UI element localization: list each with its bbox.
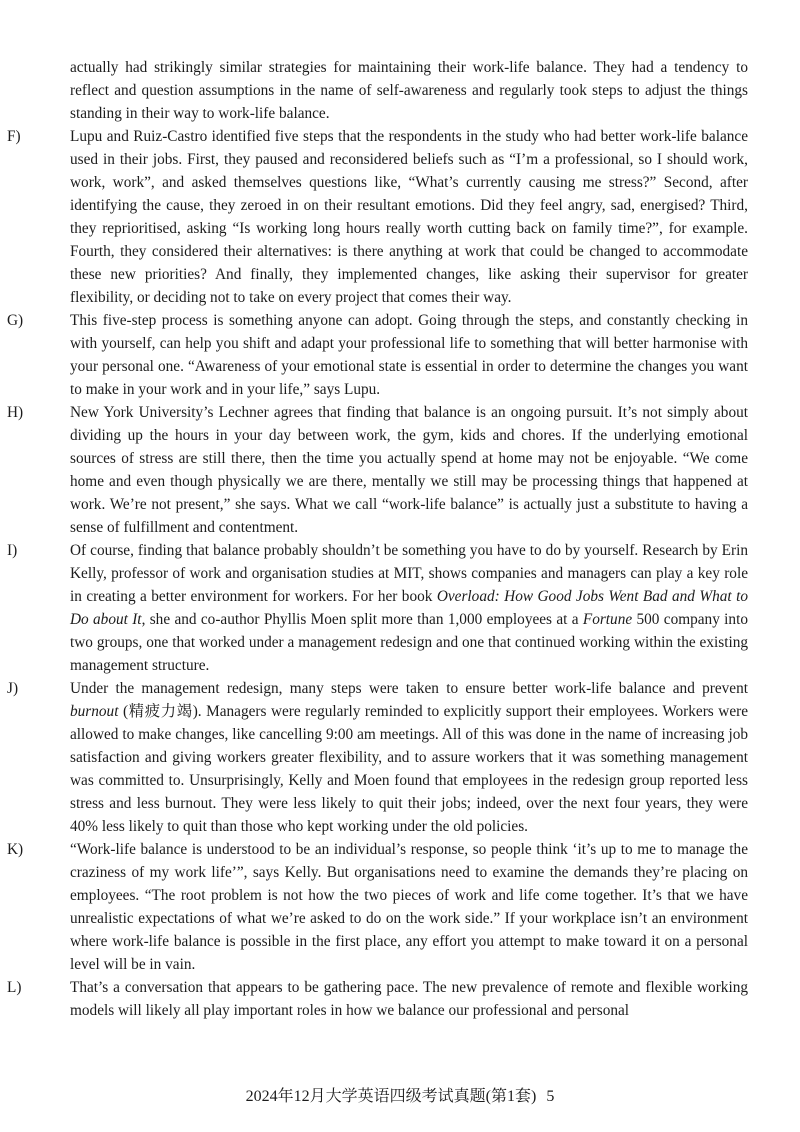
paragraph-label: I) — [7, 542, 18, 559]
paragraph-i — [7, 539, 748, 677]
paragraph-text — [70, 677, 748, 838]
paragraph-text — [70, 539, 748, 677]
book-title: Overload: How Good Jobs Went Bad and What to Do about It — [70, 588, 748, 628]
text-segment: Of course, finding that balance probably shouldn’t be something you have to do by yourself. Research by Erin Kelly, professor of work and organisation studies at MIT, shows companies and managers can play a key role in creating a better environment for workers. For her book — [70, 542, 748, 605]
paragraph-j — [7, 677, 748, 838]
glossed-term: burnout — [70, 703, 119, 720]
paragraph-text: New York University’s Lechner agrees that finding that balance is an ongoing pursuit. It’s not simply about dividing up the hours in your day between work, the gym, kids and chores. If the underlying emotional sources of stress are still there, then the time you actually spend at home may not be enjoyable. “We come home and even though physically we are there, mentally we still may be processing things that happened at work. We’re not present,” she says. What we call “work-life balance” is actually just a substitute to having a sense of fulfillment and contentment. — [70, 404, 748, 536]
paragraph-label: G) — [7, 312, 24, 329]
text-segment: (精疲力竭). Managers were regularly reminded to explicitly support their employees. Workers were allowed to make changes, like cancelling 9:00 am meetings. All of this was done in the name of increasing job satisfaction and giving workers greater flexibility, and to assure workers that it was something management was committed to. Unsurprisingly, Kelly and Moen found that employees in the redesign group reported less stress and less burnout. They were less likely to quit their jobs; indeed, over the next four years, they were 40% less likely to quit than those who kept working under the old policies. — [70, 703, 748, 835]
paragraph-label: J) — [7, 680, 19, 697]
paragraph-text: Lupu and Ruiz-Castro identified five steps that the respondents in the study who had better work-life balance used in their jobs. First, they paused and reconsidered beliefs such as “I’m a professional, so I should work, work, work”, and asked themselves questions like, “What’s currently causing me stress?” Second, after identifying the cause, they zeroed in on their resultant emotions. Did they feel angry, sad, energised? Third, they reprioritised, asking “Is working long hours really worth cutting back on family time?”, for example. Fourth, they considered their alternatives: is there anything at work that could be changed to accommodate these new priorities? And finally, they implemented changes, like asking their supervisor for greater flexibility, or deciding not to take on every project that comes their way. — [70, 128, 748, 306]
paragraph-text: “Work-life balance is understood to be an individual’s response, so people think ‘it’s up to me to manage the craziness of my work life’”, says Kelly. But organisations need to examine the demands they’re placing on employees. “The root problem is not how the two pieces of work and life come together. It’s that we have unrealistic expectations of what we’re asked to do on the work side.” If your workplace isn’t an environment where work-life balance is possible in the first place, any effort you attempt to make toward it on a personal level will be in vain. — [70, 841, 748, 973]
paragraph-text: This five-step process is something anyone can adopt. Going through the steps, and constantly checking in with yourself, can help you shift and adapt your professional life to something that will better harmonise with your personal one. “Awareness of your emotional state is essential in order to determine the changes you want to make in your work and in your life,” says Lupu. — [70, 312, 748, 398]
page-number: 5 — [546, 1088, 555, 1105]
paragraph-text: That’s a conversation that appears to be gathering pace. The new prevalence of remote and flexible working models will likely all play important roles in how we balance our professional and personal — [70, 979, 748, 1019]
paragraph-h — [7, 401, 748, 539]
continuation-paragraph: actually had strikingly similar strategies for maintaining their work-life balance. They had a tendency to reflect and question assumptions in the name of self-awareness and regularly took steps to adjust the things standing in their way to work-life balance. — [70, 59, 748, 122]
text-segment: , she and co-author Phyllis Moen split more than 1,000 employees at a — [141, 611, 583, 628]
footer-title: 2024年12月大学英语四级考试真题(第1套) — [245, 1088, 537, 1105]
text-segment: 500 company into two groups, one that worked under a management redesign and one that continued working within the existing management structure. — [70, 611, 748, 674]
paragraph-label: H) — [7, 404, 24, 421]
page-footer — [0, 1085, 800, 1108]
paragraph-label: K) — [7, 841, 24, 858]
text-segment: Under the management redesign, many steps were taken to ensure better work-life balance and prevent — [70, 680, 748, 697]
paragraph-label: F) — [7, 128, 21, 145]
paragraph-l — [7, 976, 748, 1022]
paragraph-g — [7, 309, 748, 401]
paragraph-k — [7, 838, 748, 976]
paragraph-label: L) — [7, 979, 22, 996]
magazine-title: Fortune — [582, 611, 633, 628]
paragraph-f — [7, 125, 748, 309]
